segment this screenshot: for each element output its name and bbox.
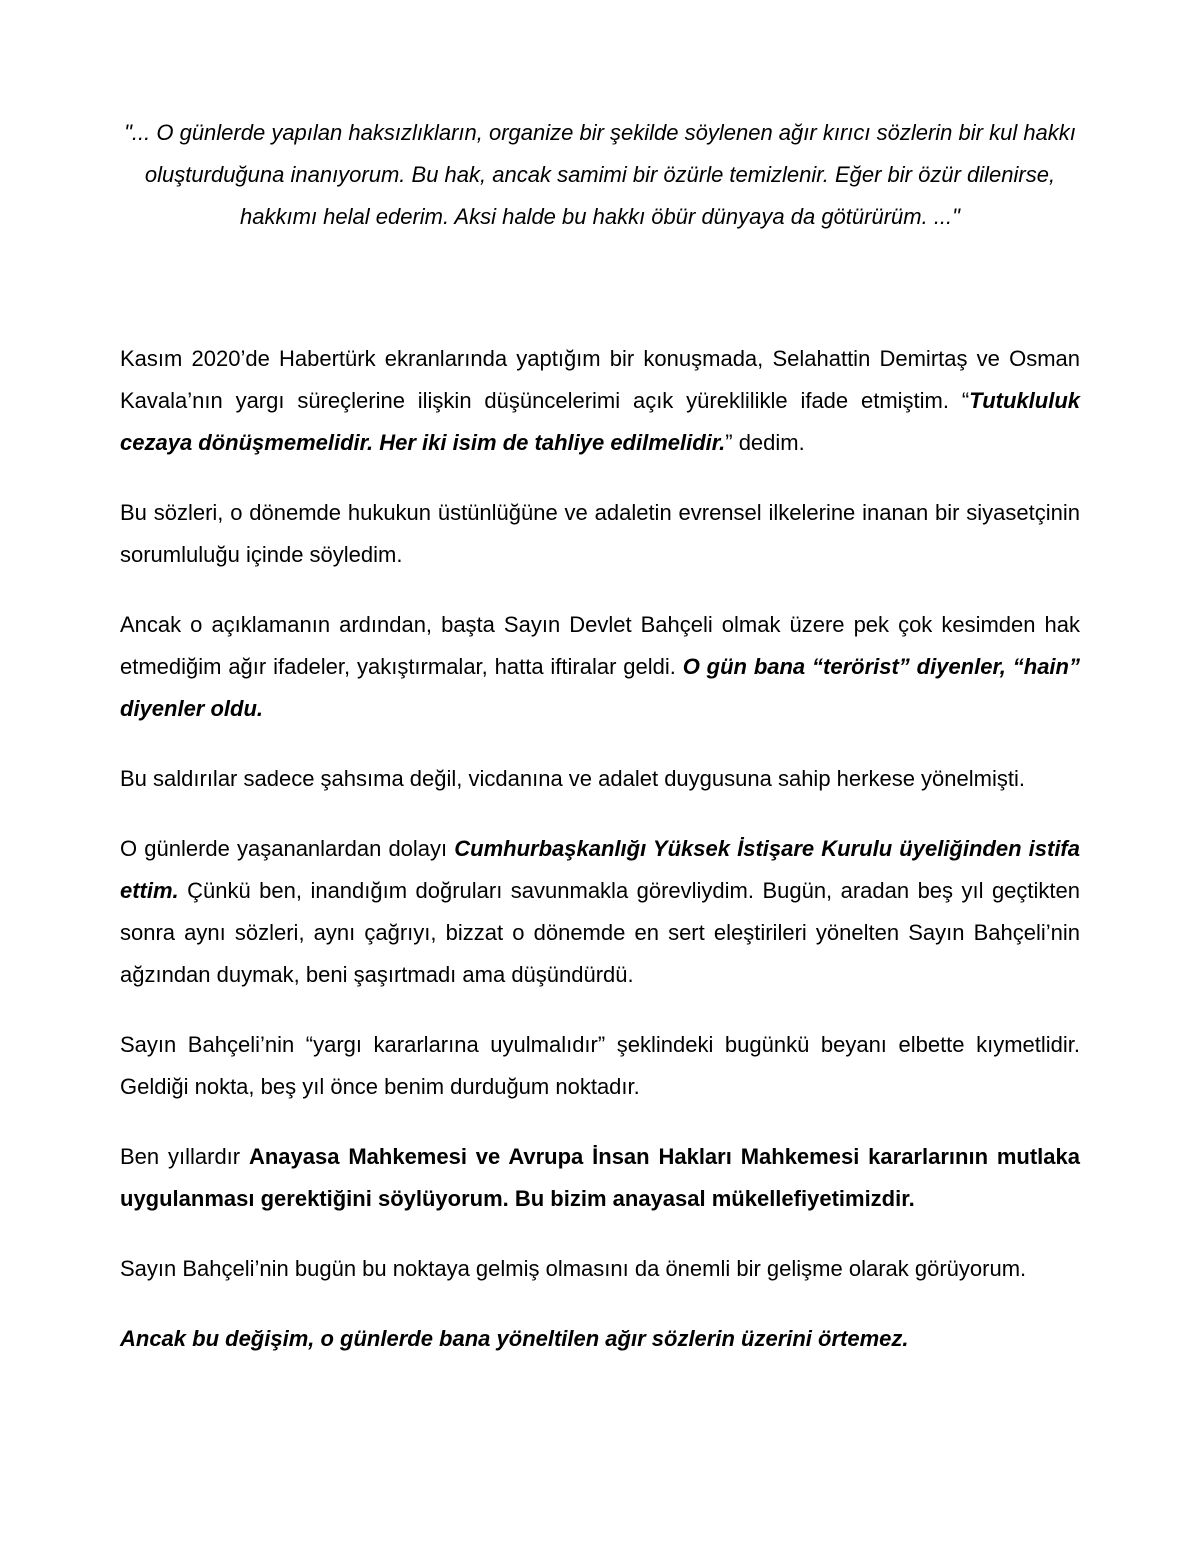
paragraph (120, 1024, 1080, 1108)
text-run: Ancak o açıklamanın ardından, başta Sayın Devlet Bahçeli olmak üzere pek çok kesimden hak etmediğim ağır ifadeler, yakıştırmalar, hatta iftiralar geldi. (120, 612, 1080, 679)
text-run: Cumhurbaşkanlığı Yüksek İstişare Kurulu üyeliğinden istifa ettim. (120, 836, 1080, 903)
opening-quote: "... O günlerde yapılan haksızlıkların, organize bir şekilde söylenen ağır kırıcı sözlerin bir kul hakkı oluşturduğuna inanıyorum. Bu hak, ancak samimi bir özürle temizlenir. Eğer bir özür dilenirse, hakkımı helal ederim. Aksi halde bu hakkı öbür dünyaya da götürürüm. ..." (124, 120, 1076, 229)
text-run: Sayın Bahçeli’nin “yargı kararlarına uyulmalıdır” şeklindeki bugünkü beyanı elbette kıymetlidir. Geldiği nokta, beş yıl önce benim durduğum noktadır. (120, 1032, 1080, 1099)
text-run: Ancak bu değişim, o günlerde bana yöneltilen ağır sözlerin üzerini örtemez. (120, 1326, 909, 1351)
document-body (120, 338, 1080, 1360)
text-run: Bu saldırılar sadece şahsıma değil, vicdanına ve adalet duygusuna sahip herkese yönelmişti. (120, 766, 1025, 791)
text-run: Ben yıllardır (120, 1144, 249, 1169)
text-run: O günlerde yaşananlardan dolayı (120, 836, 455, 861)
paragraph (120, 758, 1080, 800)
text-run: Çünkü ben, inandığım doğruları savunmakla görevliydim. Bugün, aradan beş yıl geçtikten sonra aynı sözleri, aynı çağrıyı, bizzat o dönemde en sert eleştirileri yönelten Sayın Bahçeli’nin ağzından duymak, beni şaşırtmadı ama düşündürdü. (120, 878, 1080, 987)
paragraph (120, 828, 1080, 996)
text-run: Anayasa Mahkemesi ve Avrupa İnsan Hakları Mahkemesi kararlarının mutlaka uygulanması gerektiğini söylüyorum. Bu bizim anayasal mükellefiyetimizdir. (120, 1144, 1081, 1211)
paragraph (120, 604, 1080, 730)
text-run: Sayın Bahçeli’nin bugün bu noktaya gelmiş olmasını da önemli bir gelişme olarak görüyorum. (120, 1256, 1027, 1281)
paragraph (120, 338, 1080, 464)
paragraph (120, 1248, 1080, 1290)
text-run: Tutukluluk cezaya dönüşmemelidir. Her iki isim de tahliye edilmelidir. (120, 388, 1080, 455)
paragraph (120, 1136, 1080, 1220)
paragraph (120, 492, 1080, 576)
text-run: ” dedim. (725, 430, 805, 455)
paragraph (120, 1318, 1080, 1360)
text-run: O gün bana “terörist” diyenler, “hain” diyenler oldu. (120, 654, 1080, 721)
text-run: Kasım 2020’de Habertürk ekranlarında yaptığım bir konuşmada, Selahattin Demirtaş ve Osman Kavala’nın yargı süreçlerine ilişkin düşüncelerimi açık yüreklilikle ifade etmiştim. “ (120, 346, 1080, 413)
text-run: Bu sözleri, o dönemde hukukun üstünlüğüne ve adaletin evrensel ilkelerine inanan bir siyasetçinin sorumluluğu içinde söyledim. (120, 500, 1080, 567)
